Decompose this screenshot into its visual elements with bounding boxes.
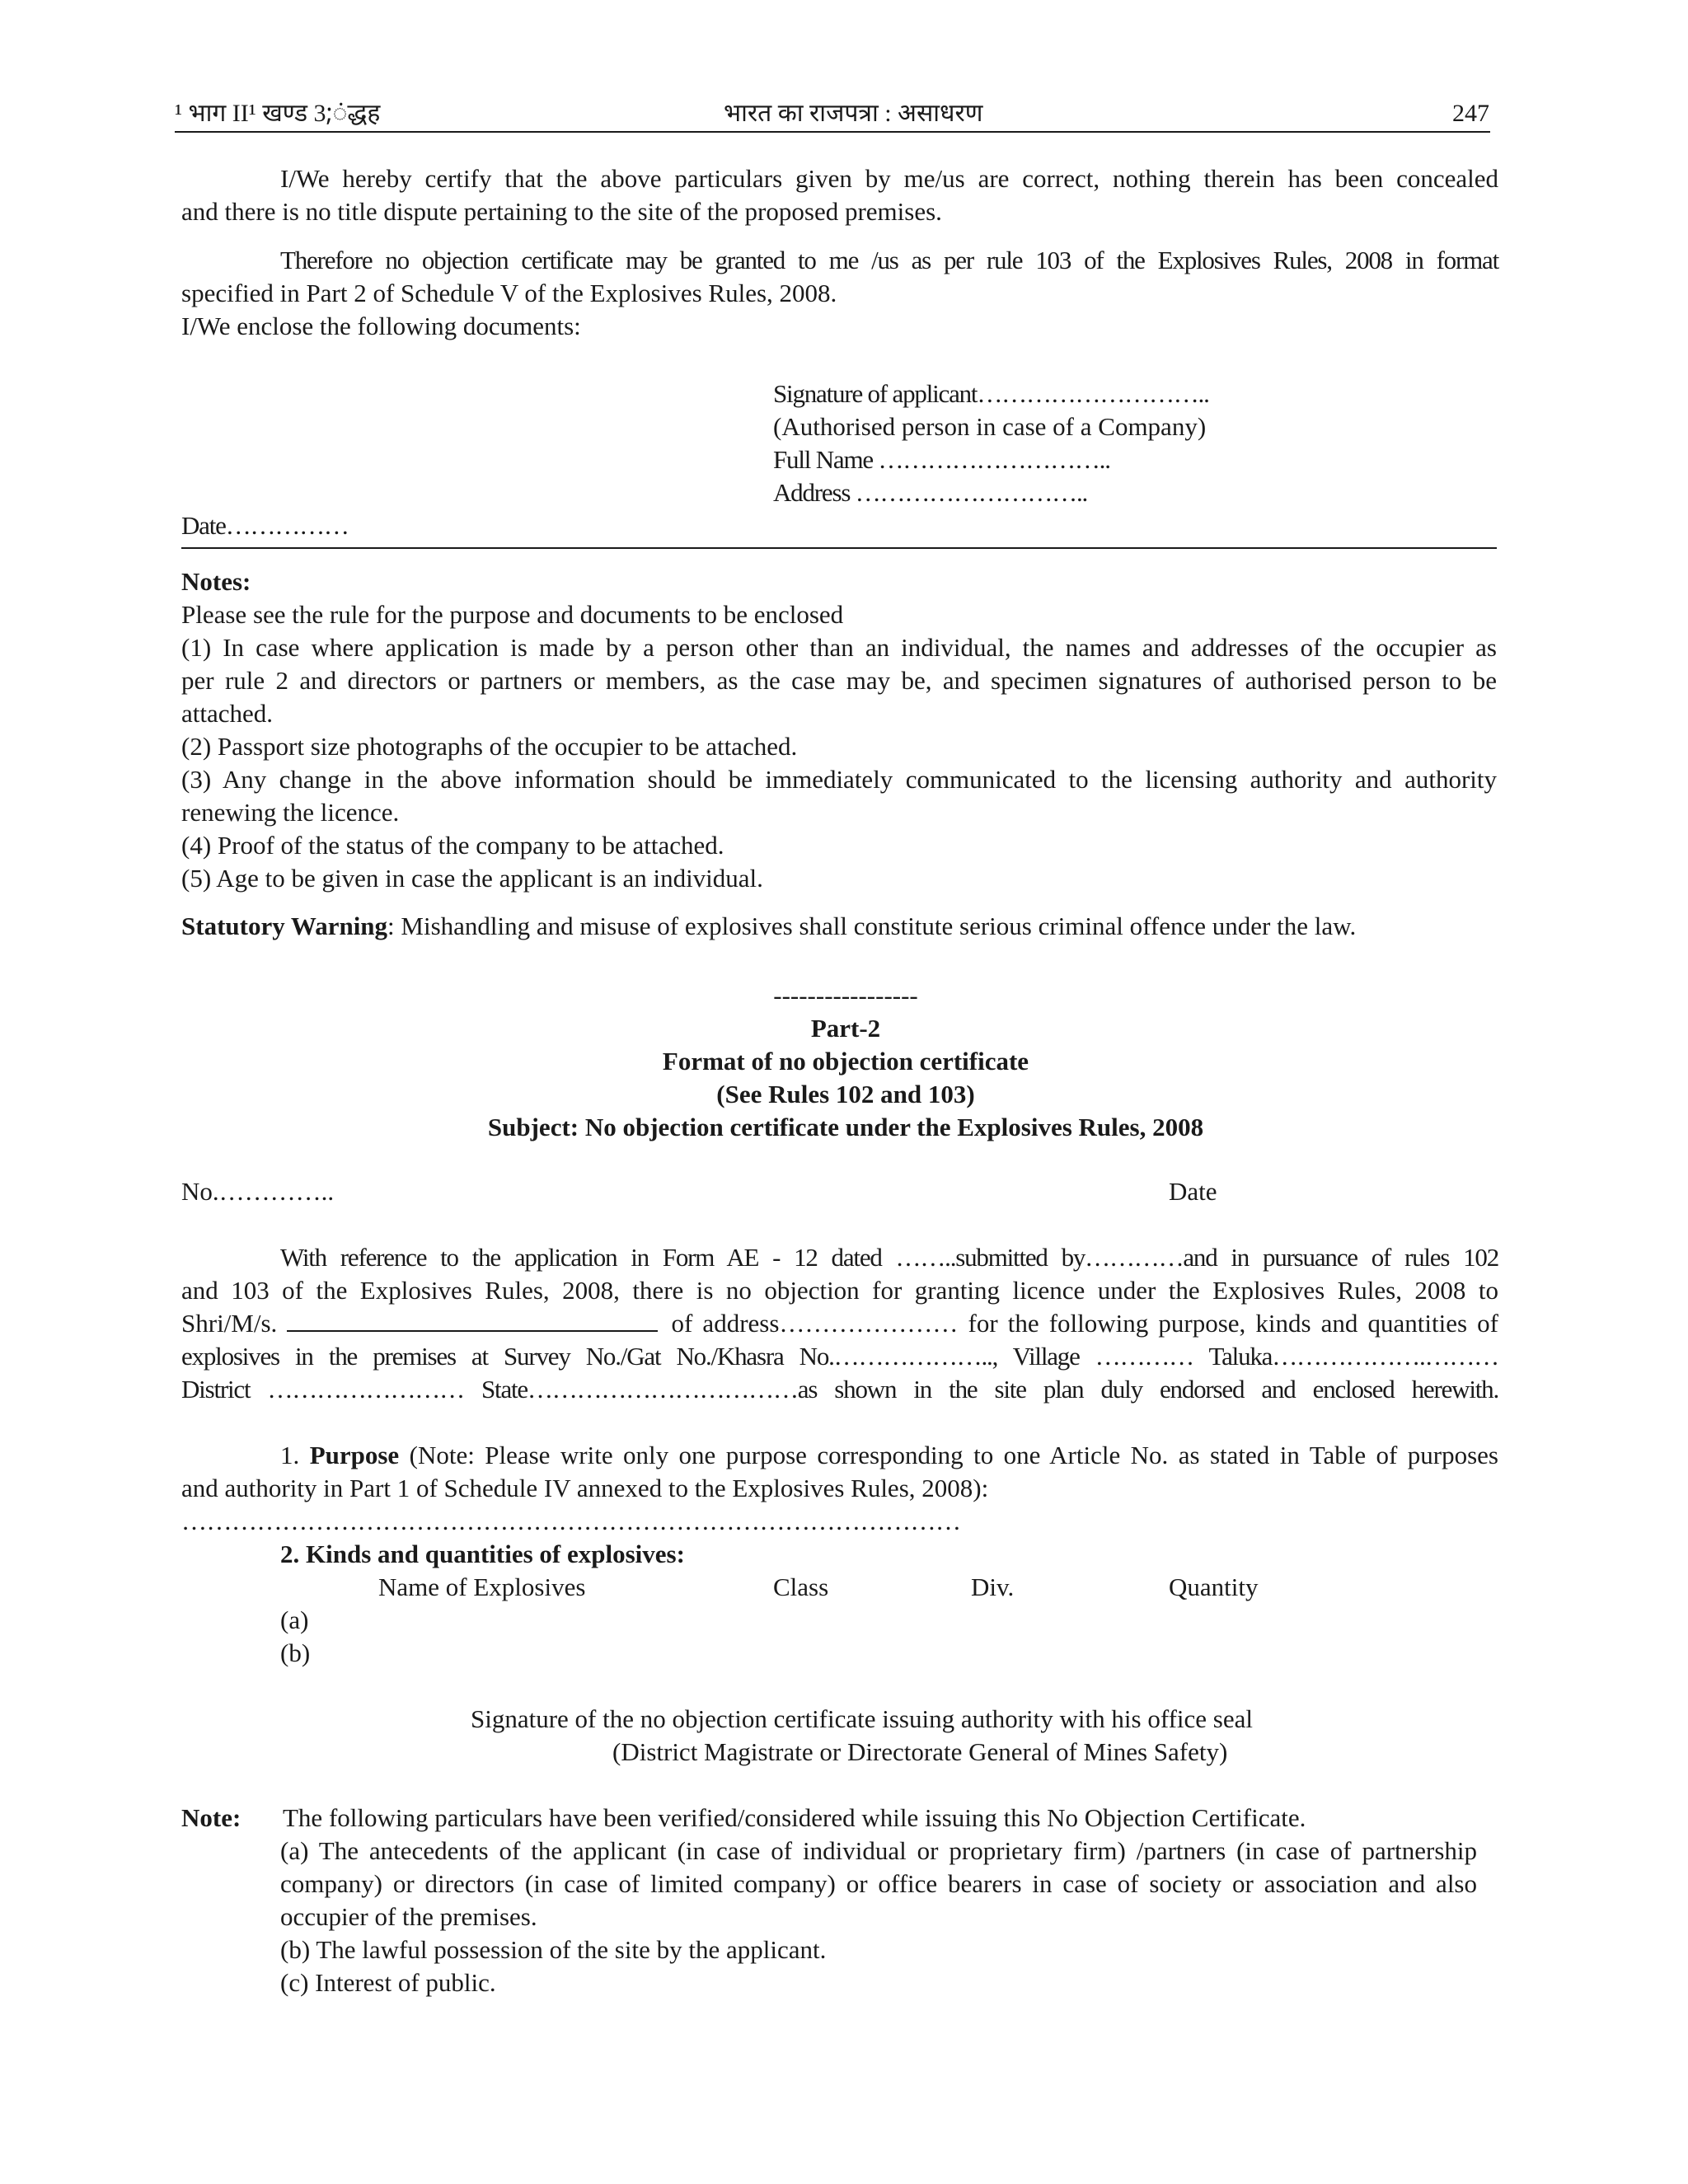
reference-line-2: and 103 of the Explosives Rules, 2008, there is no objection for granting licence under the Explosives Rules, 2008 to — [181, 1276, 1498, 1305]
notes-line: (4) Proof of the status of the company to be attached. — [181, 831, 724, 860]
reference-line-1: With reference to the application in Form AE - 12 dated ……..submitted by…………and in pursuance of rules 102 — [280, 1243, 1498, 1272]
final-note-intro: The following particulars have been verified/considered while issuing this No Objection Certificate. — [283, 1803, 1306, 1832]
kinds-heading: 2. Kinds and quantities of explosives: — [280, 1540, 685, 1568]
notes-line: renewing the licence. — [181, 798, 400, 827]
purpose-label: Purpose — [309, 1441, 400, 1469]
row-a-label: (a) — [280, 1605, 309, 1634]
final-note-c: (c) Interest of public. — [280, 1968, 496, 1997]
reference-line-3-rest: of address………………… for the following purpose, kinds and quantities of — [671, 1309, 1498, 1338]
statutory-warning-text: : Mishandling and misuse of explosives shall constitute serious criminal offence under the law. — [387, 912, 1357, 940]
final-note-a-line-1: (a) The antecedents of the applicant (in case of individual or proprietary firm) /partners (in case of partnership — [280, 1836, 1477, 1865]
notes-line: Please see the rule for the purpose and documents to be enclosed — [181, 600, 844, 629]
therefore-line-2: specified in Part 2 of Schedule V of the Explosives Rules, 2008. — [181, 279, 837, 307]
notes-line: (5) Age to be given in case the applicant is an individual. — [181, 864, 763, 893]
header-rule — [175, 131, 1490, 133]
enclose-documents-line: I/We enclose the following documents: — [181, 312, 581, 340]
full-name-field: Full Name ……………………….. — [773, 445, 1110, 474]
column-name-of-explosives: Name of Explosives — [378, 1572, 586, 1601]
purpose-number: 1. — [280, 1441, 300, 1469]
notes-heading: Notes: — [181, 567, 251, 596]
row-b-label: (b) — [280, 1638, 311, 1667]
part-separator: ----------------- — [773, 981, 918, 1010]
purpose-line-2: and authority in Part 1 of Schedule IV annexed to the Explosives Rules, 2008): — [181, 1474, 989, 1502]
part2-title: Part-2 — [810, 1014, 881, 1043]
date-field: Date…………… — [181, 511, 349, 540]
final-note-a-line-3: occupier of the premises. — [280, 1902, 537, 1931]
purpose-line-1 — [280, 1439, 1498, 1472]
signature-of-applicant: Signature of applicant……………………….. — [773, 379, 1209, 408]
column-div: Div. — [971, 1572, 1015, 1601]
shri-ms-label: Shri/M/s. — [181, 1309, 278, 1338]
part2-rules-reference: (See Rules 102 and 103) — [716, 1080, 975, 1108]
authority-designation: (District Magistrate or Directorate General of Mines Safety) — [612, 1737, 1228, 1766]
final-note-a-line-2: company) or directors (in case of limited company) or office bearers in case of society or association and also — [280, 1869, 1477, 1898]
statutory-warning — [181, 910, 1356, 943]
header-part-section: ¹ भाग II¹ खण्ड 3;ंद्धह — [175, 100, 381, 127]
statutory-warning-label: Statutory Warning — [181, 912, 388, 940]
notes-line: attached. — [181, 699, 274, 728]
column-class: Class — [773, 1572, 829, 1601]
certify-line-1: I/We hereby certify that the above particulars given by me/us are correct, nothing therein has been concealed — [280, 164, 1498, 193]
final-note-label: Note: — [181, 1803, 241, 1832]
address-field: Address ……………………….. — [773, 478, 1088, 507]
reference-line-3 — [181, 1307, 1498, 1340]
authority-signature-line: Signature of the no objection certificate issuing authority with his office seal — [471, 1704, 1253, 1733]
certify-line-2: and there is no title dispute pertaining to the site of the proposed premises. — [181, 197, 942, 226]
part2-format-title: Format of no objection certificate — [662, 1047, 1029, 1076]
notes-line: (2) Passport size photographs of the occupier to be attached. — [181, 732, 798, 761]
section-divider — [181, 547, 1497, 549]
final-note-b: (b) The lawful possession of the site by the applicant. — [280, 1935, 827, 1964]
purpose-dotted-line: ………………………………………………………………………………… — [181, 1507, 961, 1535]
purpose-note: (Note: Please write only one purpose corresponding to one Article No. as stated in Table of purposes — [399, 1441, 1498, 1469]
notes-line: (3) Any change in the above information should be immediately communicated to the licensing authority and authority — [181, 765, 1497, 794]
reference-line-4: explosives in the premises at Survey No./Gat No./Khasra No.……………….., Village ………… Taluka……………….……… — [181, 1342, 1498, 1371]
notes-line: (1) In case where application is made by a person other than an individual, the names and addresses of the occupier as — [181, 633, 1497, 662]
reference-line-5: District …………………… State……………………………as shown in the site plan duly endorsed and enclosed herewith. — [181, 1375, 1498, 1404]
notes-line: per rule 2 and directors or partners or members, as the case may be, and specimen signatures of authorised person to be — [181, 666, 1497, 695]
part2-subject: Subject: No objection certificate under the Explosives Rules, 2008 — [487, 1113, 1204, 1141]
name-blank-line — [287, 1330, 658, 1332]
authorised-person-note: (Authorised person in case of a Company) — [773, 412, 1207, 441]
therefore-line-1: Therefore no objection certificate may be granted to me /us as per rule 103 of the Explosives Rules, 2008 in format — [280, 246, 1498, 274]
certificate-number-field: No.………….. — [181, 1177, 335, 1206]
column-quantity: Quantity — [1169, 1572, 1259, 1601]
page-number: 247 — [1452, 100, 1489, 127]
certificate-date-label: Date — [1169, 1177, 1217, 1206]
header-gazette-title: भारत का राजपत्रा : असाधरण — [724, 100, 983, 127]
